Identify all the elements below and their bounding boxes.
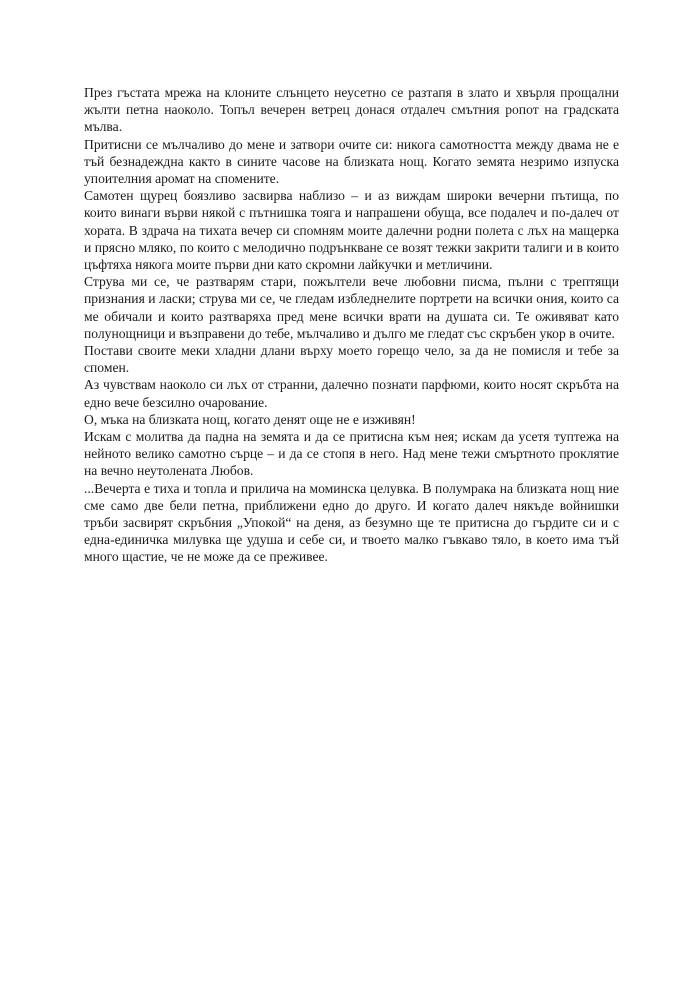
paragraph: Самотен щурец боязливо засвирва наблизо – и аз виждам широки вечерни пътища, по които винаги върви някой с пътнишка тояга и напрашени обуща, все подалеч и по-далеч от хората. В здрача на тихата вечер си спомням моите далечни родни полета с лъх на мащерка и прясно мляко, по които с мелодично подрънкване се возят тежки закрити талиги и в които цъфтяха някога моите първи дни като скромни лайкучки и метличини. bbox=[84, 188, 619, 273]
paragraph: ...Вечерта е тиха и топла и прилича на моминска целувка. В полумрака на близката нощ ние сме само две бели петна, приближени едно до друго. И когато далеч някъде войнишки тръби засвирят скръбния „Упокой“ на деня, аз безумно ще те притисна до гърдите си и с една-единичка милувка ще удуша и себе си, и твоето малко гъвкаво тяло, в което има тъй много щастие, че не може да се преживее. bbox=[84, 480, 619, 565]
paragraph: Притисни се мълчаливо до мене и затвори очите си: никога самотността между двама не е тъй безнадеждна както в сините часове на близката нощ. Когато земята незримо изпуска упоителния аромат на спомените. bbox=[84, 136, 619, 187]
paragraph: Аз чувствам наоколо си лъх от странни, далечно познати парфюми, които носят скръбта на едно вече безсилно очарование. bbox=[84, 377, 619, 410]
paragraph: Струва ми се, че разтварям стари, пожълтели вече любовни писма, пълни с трептящи признания и ласки; струва ми се, че гледам избледнелите портрети на всички ония, които са ме обичали и които разтваряха пред мене всички врати на душата си. Те оживяват като полунощници и възправени до тебе, мълчаливо и дълго ме гледат със скръбен укор в очите. bbox=[84, 274, 619, 341]
body-text bbox=[84, 84, 619, 566]
paragraph: Искам с молитва да падна на земята и да се притисна към нея; искам да усетя туптежа на нейното велико самотно сърце – и да се стопя в него. Над мене тежи смъртното проклятие на вечно неутолената Любов. bbox=[84, 429, 619, 479]
paragraph: Постави своите меки хладни длани върху моето горещо чело, за да не помисля и тебе за спомен. bbox=[84, 343, 619, 376]
paragraph: През гъстата мрежа на клоните слънцето неусетно се разтапя в злато и хвърля прощални жълти петна наоколо. Топъл вечерен ветрец донася отдалеч смътния ропот на градската мълва. bbox=[84, 85, 619, 135]
paragraph: О, мъка на близката нощ, когато денят още не е изживян! bbox=[84, 411, 416, 427]
